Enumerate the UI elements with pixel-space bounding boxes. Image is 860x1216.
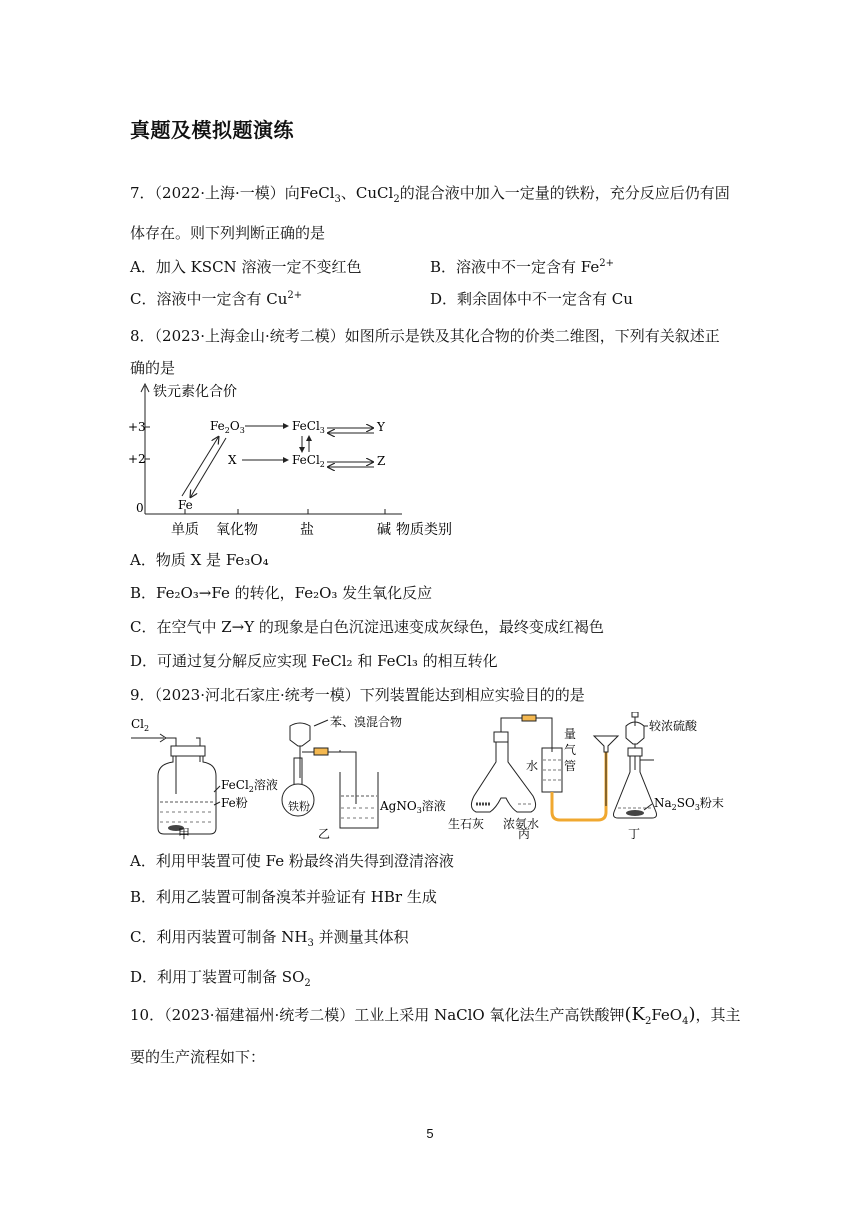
y-tick-zero: 0 (136, 501, 144, 515)
arrow-fe-fe2o3 (182, 436, 219, 496)
jia-solid-label: Fe粉 (221, 796, 248, 810)
q10-text-a: 10．（2023·福建福州·统考二模）工业上采用 NaClO 氧化法生产高铁酸钾 (130, 1006, 625, 1024)
yi-beaker-label (379, 798, 446, 815)
node-fe2o3-d: 3 (239, 426, 245, 435)
q10-formula-b: 2 (644, 1016, 652, 1027)
yi-beaker-liquid-2 (341, 808, 377, 818)
bing-right-label: 浓氨水 (503, 817, 540, 831)
jia-stopper (171, 746, 205, 756)
node-fe: Fe (178, 498, 193, 512)
yi-leader-top (314, 720, 328, 726)
q9-option-c-sub: 3 (307, 938, 314, 949)
q7-option-c-text: C．溶液中一定含有 Cu (130, 290, 288, 308)
yi-right-b: 溶液 (421, 799, 446, 813)
bing-tube-label-3: 管 (564, 759, 577, 773)
q9-option-c (130, 926, 409, 949)
node-y: Y (377, 420, 385, 434)
q8-line2: 确的是 (130, 359, 176, 377)
bing-left-label: 生石灰 (448, 817, 485, 831)
q8-option-c: C．在空气中 Z→Y 的现象是白色沉淀迅速变成灰绿色，最终变成红褐色 (130, 618, 604, 636)
ding-top-label: 较浓硫酸 (649, 719, 698, 733)
ding-solid-c: SO (676, 796, 695, 810)
q9-line1: 9．（2023·河北石家庄·统考一模）下列装置能达到相应实验目的的是 (130, 686, 585, 704)
q7-cucl2: CuCl (355, 184, 394, 202)
jia-caption: 甲 (178, 827, 191, 841)
q10-formula-e: ) (688, 1004, 696, 1025)
q9-option-b: B．利用乙装置可制备溴苯并验证有 HBr 生成 (130, 888, 437, 906)
q10-formula-c: FeO (651, 1006, 683, 1024)
q8-option-d: D．可通过复分解反应实现 FeCl₂ 和 FeCl₃ 的相互转化 (130, 652, 498, 670)
q7-fecl3-sub: 3 (334, 194, 341, 205)
apparatus-yi (282, 714, 446, 841)
node-z: Z (377, 454, 386, 468)
q8-line1: 8．（2023·上海金山·统考二模）如图所示是铁及其化合物的价类二维图，下列有关叙述正 (130, 327, 720, 345)
q8-option-b: B．Fe₂O₃→Fe 的转化，Fe₂O₃ 发生氧化反应 (130, 584, 433, 602)
bing-water (543, 760, 561, 780)
q7-option-d: D．剩余固体中不一定含有 Cu (430, 290, 633, 308)
bing-caption: 丙 (518, 827, 531, 841)
q7-fecl3: FeCl (299, 184, 335, 202)
bing-leveling-funnel (594, 736, 618, 752)
yi-right-sub: 3 (416, 806, 422, 815)
q7-sep: 、 (340, 184, 356, 202)
jia-liquid (160, 812, 214, 822)
ding-leader-solid (644, 804, 652, 810)
ding-funnel-cap (632, 712, 638, 717)
bing-rubber-tube (552, 752, 606, 820)
ding-solid-b: 2 (671, 803, 677, 812)
q10-text-b: ，其主 (695, 1006, 741, 1024)
node-fecl3-a: FeCl (292, 419, 320, 433)
node-fe2o3-a: Fe (210, 419, 225, 433)
bing-delivery-tube (501, 718, 552, 752)
ding-stopper (628, 748, 642, 756)
arrow-fe2o3-fe (190, 438, 226, 498)
yi-funnel (290, 723, 310, 746)
x-tick-elemental: 单质 (171, 522, 199, 538)
q8-option-a: A．物质 X 是 Fe₃O₄ (130, 551, 269, 569)
ding-solid (626, 810, 644, 816)
q9-option-d-sub: 2 (304, 978, 311, 989)
q7-option-b-text: B．溶液中不一定含有 Fe (430, 258, 600, 276)
yi-rubber-joint (314, 748, 328, 755)
y-tick-plus2: +2 (128, 452, 146, 466)
jia-gas: Cl (131, 717, 145, 731)
y-axis-label: 铁元素化合价 (153, 384, 237, 400)
q9-option-a: A．利用甲装置可使 Fe 粉最终消失得到澄清溶液 (130, 852, 454, 870)
bing-tube-label-1: 量 (564, 727, 577, 741)
jia-solution-label (221, 777, 278, 794)
node-x: X (228, 453, 237, 467)
x-tick-base: 碱 (377, 522, 391, 538)
node-fecl2-b: 2 (319, 460, 325, 469)
q9-option-d (130, 966, 311, 989)
ding-caption: 丁 (628, 827, 641, 841)
jia-sol-sub: 2 (248, 785, 254, 794)
apparatus-bing (448, 715, 618, 841)
jia-sol-tail: 溶液 (253, 778, 278, 792)
q7-option-b (430, 256, 614, 277)
q9-option-c-b: 并测量其体积 (313, 928, 409, 946)
bing-tube-label-2: 气 (564, 743, 577, 757)
node-fecl2 (292, 453, 325, 469)
jia-gas-label (131, 717, 149, 733)
x-tick-oxide: 氧化物 (216, 522, 258, 538)
q7-option-c-sup: 2+ (287, 290, 303, 301)
ding-solid-a: Na (654, 796, 672, 810)
x-tick-salt: 盐 (300, 522, 314, 538)
yi-flask-content: 铁粉 (288, 800, 310, 813)
q7-option-a: A．加入 KSCN 溶液一定不变红色 (130, 258, 362, 276)
apparatus-ding (614, 712, 724, 841)
q9-option-d-a: D．利用丁装置可制备 SO (130, 968, 305, 986)
y-tick-plus3: +3 (128, 420, 146, 434)
yi-beaker (340, 772, 378, 828)
bing-stopper (494, 732, 508, 742)
node-fecl3 (292, 419, 325, 435)
q7-option-b-sup: 2+ (599, 258, 615, 269)
yi-flask-neck (294, 758, 302, 784)
section-title: 真题及模拟题演练 (130, 118, 294, 142)
node-fecl2-a: FeCl (292, 453, 320, 467)
jia-gas-sub: 2 (144, 724, 150, 733)
ding-solid-e: 粉末 (699, 796, 724, 810)
bing-y-tube (471, 742, 535, 812)
yi-top-label: 苯、溴混合物 (330, 715, 403, 729)
q10-line2: 要的生产流程如下： (130, 1048, 266, 1066)
yi-right-a: AgNO (380, 799, 417, 813)
apparatus-figure (128, 712, 734, 842)
node-fe2o3 (210, 419, 245, 435)
q7-cucl2-sub: 2 (393, 194, 400, 205)
jia-leader-1 (214, 786, 220, 792)
q7-text-a: 7．（2022·上海·一模）向 (130, 184, 300, 202)
jia-leader-2 (214, 802, 220, 805)
bing-rubber-joint (522, 715, 536, 721)
valence-class-diagram (120, 378, 470, 540)
node-fe2o3-b: 2 (224, 426, 230, 435)
bing-water-label: 水 (526, 759, 539, 773)
jia-sol: FeCl (221, 778, 249, 792)
ding-solid-label (654, 795, 724, 812)
q7-line2: 体存在。则下列判断正确的是 (130, 224, 326, 242)
ding-solid-d: 3 (694, 803, 700, 812)
q10-formula-a: (K (624, 1004, 645, 1025)
q9-option-c-a: C．利用丙装置可制备 NH (130, 928, 308, 946)
q10-line1 (130, 1004, 741, 1027)
q7-text-g: 的混合液中加入一定量的铁粉，充分反应后仍有固 (399, 184, 730, 202)
q10-formula-d: 4 (682, 1016, 689, 1027)
yi-caption: 乙 (318, 827, 331, 841)
page-number: 5 (426, 1126, 434, 1141)
q7-line1 (130, 182, 730, 205)
q7-option-c (130, 288, 302, 309)
apparatus-jia (131, 717, 278, 841)
node-fecl3-b: 3 (319, 426, 325, 435)
node-fe2o3-c: O (229, 419, 240, 433)
x-axis-label: 物质类别 (396, 522, 452, 538)
